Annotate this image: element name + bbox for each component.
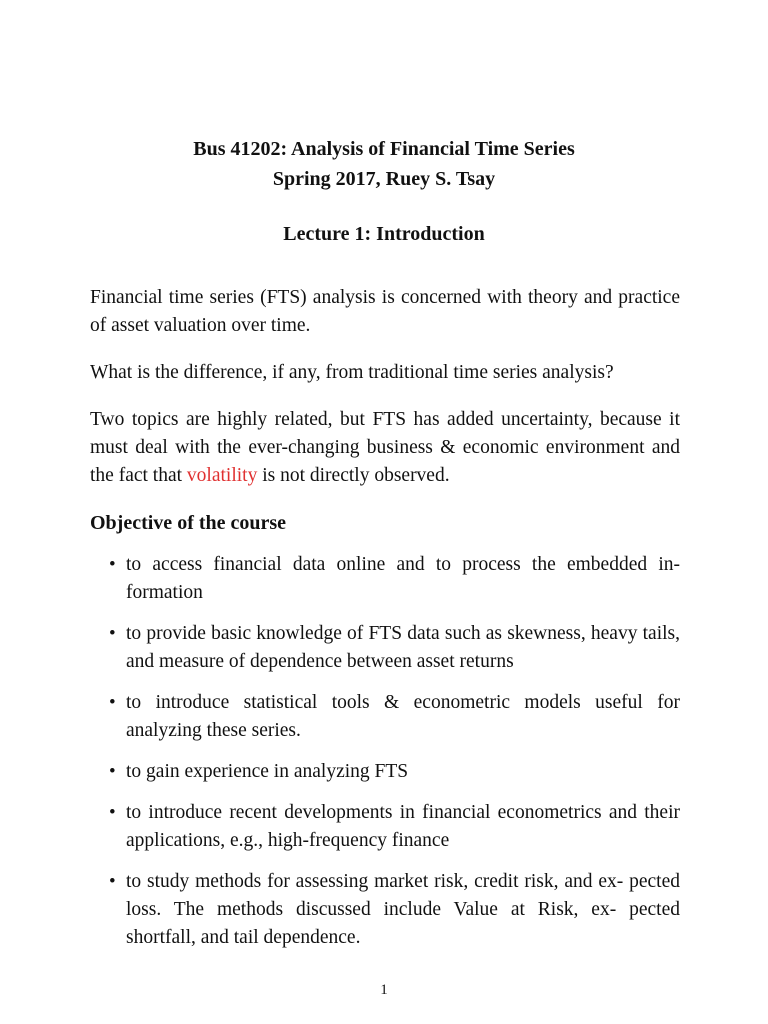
course-title: Bus 41202: Analysis of Financial Time Series (193, 138, 575, 160)
bullet-icon: • (109, 802, 116, 823)
list-item (90, 758, 680, 786)
intro-paragraph-3 (90, 406, 680, 490)
list-item-text: to introduce recent developments in financial econometrics and their applications, e.g., high-frequency finance (126, 802, 680, 851)
list-item-text: to provide basic knowledge of FTS data such as skewness, heavy tails, and measure of dependence between asset returns (126, 623, 680, 672)
bullet-icon: • (109, 761, 116, 782)
intro-paragraph-3-text-before: Two topics are highly related, but FTS has added uncertainty, because it must deal with the ever-changing business & economic environment and the fact that (90, 409, 680, 486)
bullet-icon: • (109, 554, 116, 575)
bullet-icon: • (109, 692, 116, 713)
list-item (90, 868, 680, 952)
list-item-text: to access financial data online and to process the embedded in- formation (126, 554, 680, 603)
intro-paragraph-3-text-after: is not directly observed. (257, 465, 450, 486)
list-item-text: to introduce statistical tools & econometric models useful for analyzing these series. (126, 692, 680, 741)
list-item (90, 551, 680, 607)
list-item (90, 689, 680, 745)
list-item (90, 620, 680, 676)
objectives-list (90, 551, 680, 965)
intro-paragraph-1: Financial time series (FTS) analysis is concerned with theory and practice of asset valuation over time. (90, 287, 680, 336)
intro-paragraph-2: What is the difference, if any, from traditional time series analysis? (90, 362, 614, 383)
list-item (90, 799, 680, 855)
objectives-heading: Objective of the course (90, 512, 287, 534)
bullet-icon: • (109, 871, 116, 892)
bullet-icon: • (109, 623, 116, 644)
lecture-title: Lecture 1: Introduction (283, 223, 485, 245)
list-item-text: to study methods for assessing market risk, credit risk, and ex- pected loss. The methods discussed include Value at Risk, ex- pected shortfall, and tail dependence. (126, 871, 680, 948)
term-instructor: Spring 2017, Ruey S. Tsay (272, 168, 496, 190)
volatility-highlight: volatility (186, 465, 258, 486)
list-item-text: to gain experience in analyzing FTS (126, 761, 409, 782)
page-number: 1 (380, 982, 388, 998)
